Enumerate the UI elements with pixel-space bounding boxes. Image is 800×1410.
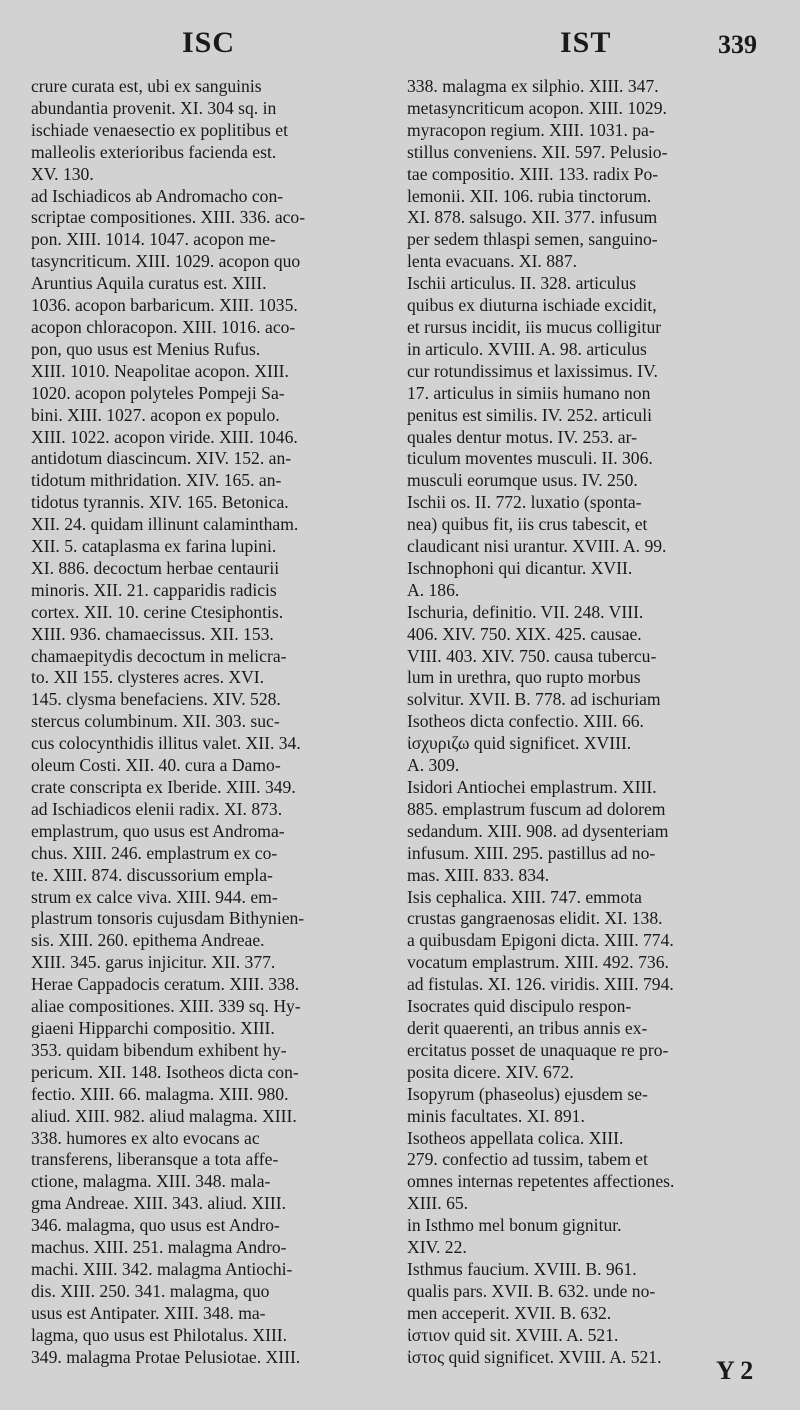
text-line: XI. 878. salsugo. XII. 377. infusum	[407, 207, 658, 228]
text-line: dis. XIII. 250. 341. malagma, quo	[31, 1280, 270, 1301]
text-line: Isotheos dicta confectio. XIII. 66.	[407, 711, 644, 732]
text-line: emplastrum, quo usus est Androma-	[31, 820, 285, 841]
text-line: chamaepitydis decoctum in melicra-	[31, 645, 287, 666]
text-line: tae compositio. XIII. 133. radix Po-	[407, 163, 659, 184]
text-line: Isthmus faucium. XVIII. B. 961.	[407, 1258, 637, 1279]
signature-mark: Y 2	[716, 1356, 754, 1385]
text-line: to. XII 155. clysteres acres. XVI.	[31, 667, 265, 688]
text-line: cortex. XII. 10. cerine Ctesiphontis.	[31, 601, 284, 622]
text-line: 145. clysma benefaciens. XIV. 528.	[31, 689, 281, 710]
text-line: stillus conveniens. XII. 597. Pelusio-	[407, 141, 668, 162]
text-line: lenta evacuans. XI. 887.	[407, 251, 578, 272]
text-line: Isocrates quid discipulo respon-	[407, 996, 632, 1017]
text-line: posita dicere. XIV. 672.	[407, 1061, 574, 1082]
text-line: oleum Costi. XII. 40. cura a Damo-	[31, 755, 281, 776]
text-line: et rursus incidit, iis mucus colligitur	[407, 316, 662, 337]
text-line: te. XIII. 874. discussorium empla-	[31, 864, 273, 885]
text-line: cur rotundissimus et laxissimus. IV.	[407, 360, 658, 381]
text-line: plastrum tonsoris cujusdam Bithynien-	[31, 908, 305, 929]
running-header	[0, 20, 800, 70]
text-line: ἰσχυριζω quid significet. XVIII.	[407, 733, 632, 754]
text-line: ad Ischiadicos elenii radix. XI. 873.	[31, 798, 283, 819]
text-line: minoris. XII. 21. capparidis radicis	[31, 579, 277, 600]
text-line: qualis pars. XVII. B. 632. unde no-	[407, 1280, 656, 1301]
text-line: aliud. XIII. 982. aliud malagma. XIII.	[31, 1105, 297, 1126]
text-line: claudicant nisi urantur. XVIII. A. 99.	[407, 536, 667, 557]
text-line: 338. humores ex alto evocans ac	[31, 1127, 260, 1148]
text-line: 349. malagma Protae Pelusiotae. XIII.	[31, 1346, 301, 1367]
text-line: VIII. 403. XIV. 750. causa tubercu-	[407, 645, 657, 666]
text-line: ctione, malagma. XIII. 348. mala-	[31, 1171, 271, 1192]
text-line: fectio. XIII. 66. malagma. XIII. 980.	[31, 1083, 289, 1104]
text-line: machi. XIII. 342. malagma Antiochi-	[31, 1258, 293, 1279]
text-line: antidotum diascincum. XIV. 152. an-	[31, 448, 292, 469]
text-line: XIII. 936. chamaecissus. XII. 153.	[31, 623, 274, 644]
text-line: Ischii articulus. II. 328. articulus	[407, 273, 637, 294]
text-line: machus. XIII. 251. malagma Andro-	[31, 1237, 287, 1258]
text-line: usus est Antipater. XIII. 348. ma-	[31, 1302, 266, 1323]
right-running-head: IST	[560, 26, 612, 59]
text-line: malleolis exterioribus facienda est.	[31, 141, 277, 162]
text-line: XII. 24. quidam illinunt calamintham.	[31, 514, 299, 535]
text-line: Isopyrum (phaseolus) ejusdem se-	[407, 1083, 648, 1104]
text-line: ticulum moventes musculi. II. 306.	[407, 448, 653, 469]
text-line: scriptae compositiones. XIII. 336. aco-	[31, 207, 306, 228]
text-line: ἰστος quid significet. XVIII. A. 521.	[407, 1346, 662, 1367]
text-line: pericum. XII. 148. Isotheos dicta con-	[31, 1061, 299, 1082]
text-line: 346. malagma, quo usus est Andro-	[31, 1215, 280, 1236]
text-line: ad fistulas. XI. 126. viridis. XIII. 794.	[407, 974, 674, 995]
text-line: ischiade venaesectio ex poplitibus et	[31, 119, 288, 140]
text-line: lemonii. XII. 106. rubia tinctorum.	[407, 185, 652, 206]
text-line: solvitur. XVII. B. 778. ad ischuriam	[407, 689, 661, 710]
text-line: per sedem thlaspi semen, sanguino-	[407, 229, 658, 250]
text-line: a quibusdam Epigoni dicta. XIII. 774.	[407, 930, 674, 951]
text-line: cus colocynthidis illitus valet. XII. 34.	[31, 733, 301, 754]
text-line: 406. XIV. 750. XIX. 425. causae.	[407, 623, 642, 644]
text-line: lum in urethra, quo rupto morbus	[407, 667, 641, 688]
text-line: Ischii os. II. 772. luxatio (sponta-	[407, 492, 642, 513]
text-line: penitus est similis. IV. 252. articuli	[407, 404, 652, 425]
text-line: acopon chloracopon. XIII. 1016. aco-	[31, 316, 296, 337]
text-line: XI. 886. decoctum herbae centaurii	[31, 557, 280, 578]
text-line: pon, quo usus est Menius Rufus.	[31, 338, 261, 359]
text-line: pon. XIII. 1014. 1047. acopon me-	[31, 229, 276, 250]
text-line: 1020. acopon polyteles Pompeji Sa-	[31, 382, 285, 403]
text-line: tasyncriticum. XIII. 1029. acopon quo	[31, 251, 301, 272]
text-line: crate conscripta ex Iberide. XIII. 349.	[31, 777, 296, 797]
text-line: A. 186.	[407, 579, 460, 600]
text-line: metasyncriticum acopon. XIII. 1029.	[407, 97, 667, 118]
text-line: chus. XIII. 246. emplastrum ex co-	[31, 842, 278, 863]
text-line: XV. 130.	[31, 163, 94, 184]
left-column	[31, 76, 391, 1368]
text-line: tidotus tyrannis. XIV. 165. Betonica.	[31, 492, 289, 513]
text-line: ercitatus posset de unaquaque re pro-	[407, 1039, 669, 1060]
text-line: Isidori Antiochei emplastrum. XIII.	[407, 777, 657, 797]
text-line: 338. malagma ex silphio. XIII. 347.	[407, 76, 659, 96]
text-line: abundantia provenit. XI. 304 sq. in	[31, 97, 277, 118]
text-line: ad Ischiadicos ab Andromacho con-	[31, 185, 284, 206]
text-line: 353. quidam bibendum exhibent hy-	[31, 1039, 287, 1060]
text-line: crustas gangraenosas elidit. XI. 138.	[407, 908, 663, 929]
text-line: vocatum emplastrum. XIII. 492. 736.	[407, 952, 669, 973]
text-line: giaeni Hipparchi compositio. XIII.	[31, 1017, 275, 1038]
text-line: gma Andreae. XIII. 343. aliud. XIII.	[31, 1193, 287, 1214]
text-line: Isis cephalica. XIII. 747. emmota	[407, 886, 642, 907]
text-line: quibus ex diuturna ischiade excidit,	[407, 295, 657, 316]
text-line: men acceperit. XVII. B. 632.	[407, 1302, 612, 1323]
text-line: 885. emplastrum fuscum ad dolorem	[407, 798, 666, 819]
text-line: Ischuria, definitio. VII. 248. VIII.	[407, 601, 644, 622]
text-line: XIII. 345. garus injicitur. XII. 377.	[31, 952, 276, 973]
text-line: XII. 5. cataplasma ex farina lupini.	[31, 536, 277, 557]
text-line: Isotheos appellata colica. XIII.	[407, 1127, 624, 1148]
text-line: A. 309.	[407, 755, 460, 776]
text-line: myracopon regium. XIII. 1031. pa-	[407, 119, 655, 140]
text-line: Herae Cappadocis ceratum. XIII. 338.	[31, 974, 300, 995]
text-line: lagma, quo usus est Philotalus. XIII.	[31, 1324, 288, 1345]
text-line: 17. articulus in simiis humano non	[407, 382, 651, 403]
text-line: XIII. 1022. acopon viride. XIII. 1046.	[31, 426, 298, 447]
text-line: XIII. 65.	[407, 1193, 469, 1214]
text-line: musculi eorumque usus. IV. 250.	[407, 470, 638, 491]
text-line: sis. XIII. 260. epithema Andreae.	[31, 930, 265, 951]
text-line: in articulo. XVIII. A. 98. articulus	[407, 338, 647, 359]
text-line: 279. confectio ad tussim, tabem et	[407, 1149, 648, 1170]
text-line: XIII. 1010. Neapolitae acopon. XIII.	[31, 360, 289, 381]
right-column	[407, 76, 769, 1368]
text-line: stercus columbinum. XII. 303. suc-	[31, 711, 280, 732]
left-running-head: ISC	[182, 26, 236, 59]
text-line: derit quaerenti, an tribus annis ex-	[407, 1017, 648, 1038]
page-number: 339	[718, 30, 757, 59]
text-line: transferens, liberansque a tota affe-	[31, 1149, 279, 1170]
text-line: quales dentur motus. IV. 253. ar-	[407, 426, 637, 447]
text-line: crure curata est, ubi ex sanguinis	[31, 76, 262, 96]
text-line: infusum. XIII. 295. pastillus ad no-	[407, 842, 656, 863]
text-line: minis facultates. XI. 891.	[407, 1105, 585, 1126]
text-line: Ischnophoni qui dicantur. XVII.	[407, 557, 633, 578]
text-line: strum ex calce viva. XIII. 944. em-	[31, 886, 278, 907]
text-line: mas. XIII. 833. 834.	[407, 864, 550, 885]
text-line: omnes internas repetentes affectiones.	[407, 1171, 675, 1192]
text-line: in Isthmo mel bonum gignitur.	[407, 1215, 622, 1236]
text-line: nea) quibus fit, iis crus tabescit, et	[407, 514, 648, 535]
text-line: sedandum. XIII. 908. ad dysenteriam	[407, 820, 669, 841]
text-line: bini. XIII. 1027. acopon ex populo.	[31, 404, 280, 425]
text-line: 1036. acopon barbaricum. XIII. 1035.	[31, 295, 298, 316]
text-line: ἰστιον quid sit. XVIII. A. 521.	[407, 1324, 619, 1345]
text-line: tidotum mithridation. XIV. 165. an-	[31, 470, 282, 491]
text-line: XIV. 22.	[407, 1237, 467, 1258]
text-line: aliae compositiones. XIII. 339 sq. Hy-	[31, 996, 301, 1017]
text-line: Aruntius Aquila curatus est. XIII.	[31, 273, 267, 294]
